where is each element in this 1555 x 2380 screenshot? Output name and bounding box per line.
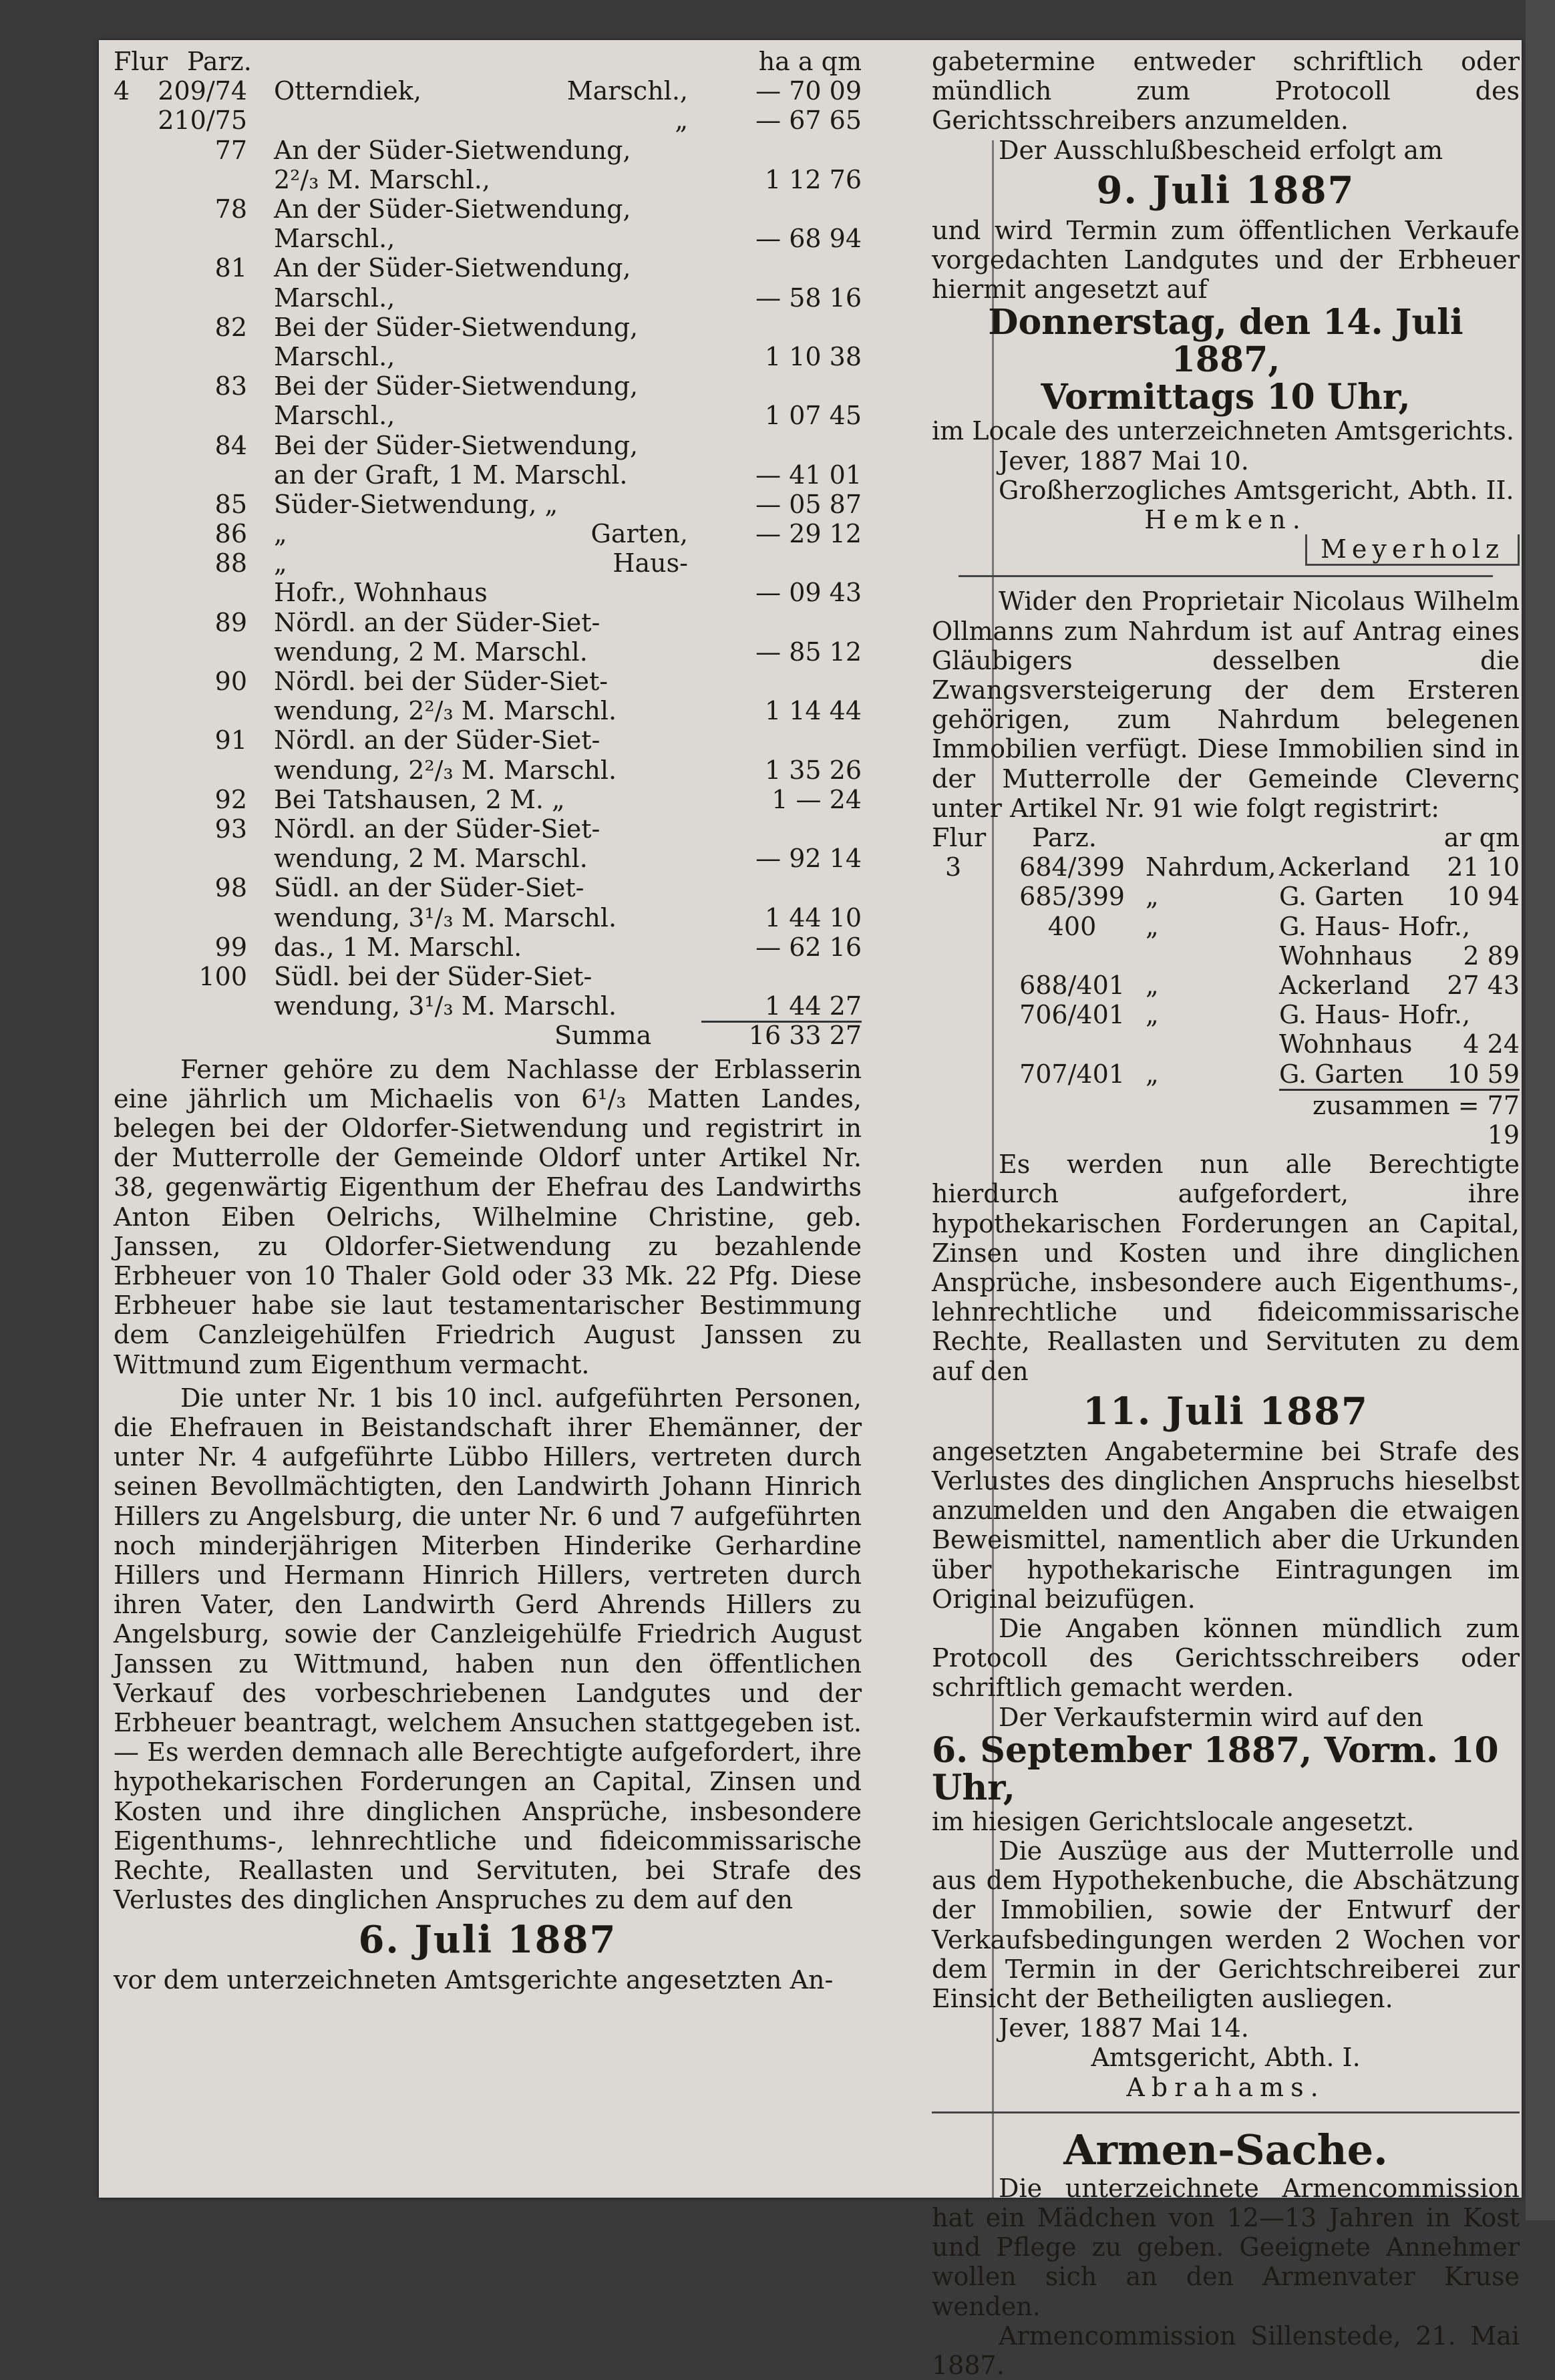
signature-abrahams: Abrahams. [1126, 2072, 1325, 2102]
header-parz: Parz. [187, 47, 252, 76]
cell-parz: 100 [198, 962, 247, 991]
table-row [932, 1059, 1520, 1089]
right-p9: angesetzten Angabetermine bei Strafe des Verlustes des dinglichen Anspruchs hieselbst anzumelden und den Angaben die etwaigen Beweismittel, namentlich aber die Urkunden über hypothekarische Eintragungen im Original beizufügen. [932, 1436, 1520, 1614]
cell-value: 10 59 [1447, 1059, 1520, 1089]
right-p6: Großherzogliches Amtsgericht, Abth. II. [999, 475, 1514, 505]
table-row [114, 932, 862, 962]
right-p2: Der Ausschlußbescheid erfolgt am [999, 135, 1443, 165]
cell-parz: 685/399 [1019, 882, 1125, 912]
cell-parz: 88 [214, 548, 247, 578]
cell-value: — 85 12 [755, 637, 862, 667]
cell-desc: Nördl. an der Süder-Siet- [274, 607, 600, 637]
cell-value: — 67 65 [755, 106, 862, 136]
cell-parz: 84 [214, 430, 247, 460]
cell-kind: Ackerland [1279, 971, 1411, 1000]
cell-flur: 4 [114, 76, 130, 106]
right-p1: gabetermine entweder schriftlich oder mündlich zum Protocoll des Gerichtsschreibers anzumelden. [932, 47, 1520, 136]
cell-value: — 05 87 [755, 489, 862, 519]
cell-value: — 62 16 [755, 932, 862, 962]
right-column [932, 47, 1520, 2380]
sale-date: 6. September 1887, Vorm. 10 Uhr, [932, 1729, 1499, 1808]
cell-value: — 92 14 [755, 844, 862, 874]
table-row [114, 253, 862, 312]
header-units: ha a qm [758, 47, 862, 76]
cell-desc-line2: wendung, 2²/₃ M. Marschl. [274, 755, 617, 785]
table-row [114, 194, 862, 253]
cell-parz: 706/401 [1019, 1000, 1125, 1030]
cell-value: 1 35 26 [764, 755, 862, 785]
right-p5: Jever, 1887 Mai 10. [999, 446, 1249, 476]
right-p7: Wider den Proprietair Nicolaus Wilhelm Ollmanns zum Nahrdum ist auf Antrag eines Gläubigers desselben die Zwangsversteigerung der dem Ersteren gehörigen, zum Nahrdum belegenen Immobilien verfügt. Diese Immobilien sind in der Mutterrolle der Gemeinde Clevernς unter Artikel Nr. 91 wie folgt registrirt: [932, 586, 1520, 823]
cell-value: — 29 12 [755, 519, 862, 549]
cell-kind: Garten, [590, 519, 688, 549]
cell-parz: 77 [214, 135, 247, 165]
cell-desc-line2: Marschl., [274, 283, 395, 313]
cell-parz: 209/74 [158, 76, 247, 106]
table-row [114, 608, 862, 667]
cell-desc-line2: 2²/₃ M. Marschl., [274, 164, 490, 194]
table-row [114, 814, 862, 873]
summa-value: 16 33 27 [748, 1021, 862, 1051]
date-heading-2: 9. Juli 1887 [1096, 168, 1355, 212]
table-row [114, 873, 862, 932]
cell-parz: 93 [214, 814, 247, 844]
cell-place: „ [1146, 882, 1159, 912]
cell-desc: Nördl. an der Süder-Siet- [274, 725, 600, 755]
cell-desc-line2: wendung, 3¹/₃ M. Marschl. [274, 991, 617, 1021]
table-row [114, 371, 862, 430]
right-p10: Die Angaben können mündlich zum Protocoll des Gerichtsschreibers oder schriftlich gemacht werden. [932, 1614, 1520, 1703]
cell-kind: Wohnhaus [1279, 1029, 1413, 1059]
section-divider-1 [959, 575, 1493, 577]
parcel-table-body [114, 76, 862, 1021]
cell-parz: 78 [214, 194, 247, 224]
date-heading-1: 6. Juli 1887 [358, 1918, 617, 1963]
signature-hemken: Hemken. [1144, 505, 1307, 535]
right-p16: Die unterzeichnete Armencommission hat ein Mädchen von 12—13 Jahren in Kost und Pflege zu geben. Geeignete Annehmer wollen sich an den Armenvater Kruse wenden. [932, 2173, 1520, 2321]
paragraph-antrag: Die unter Nr. 1 bis 10 incl. aufgeführten Personen, die Ehefrauen in Beistandschaft ihrer Ehemänner, der unter Nr. 4 aufgeführte Lübbo Hillers, vertreten durch seinen Bevollmächtigten, den Landwirth Johann Hinrich Hillers zu Angelsburg, die unter Nr. 6 und 7 aufgeführten noch minderjährigen Miterben Hinderike Gerhardine Hillers und Hermann Hinrich Hillers, vertreten durch ihren Vater, den Landwirth Gerd Ahrends Hillers zu Angelsburg, sowie der Canzleigehülfe Friedrich August Janssen zu Wittmund, haben nun den öffentlichen Verkauf des vorbeschriebenen Landgutes und der Erbheuer beantragt, welchem Ansuchen stattgegeben ist. — Es werden demnach alle Berechtigte aufgefordert, ihre hypothekarischen Forderungen an Capital, Zinsen und Kosten und ihre dinglichen Ansprüche, insbesondere Eigenthums-, lehnrechtliche und fideicommissarische Rechte, Reallasten und Servituten, bei Strafe des Verlustes des dinglichen Anspruches zu dem auf den [114, 1383, 862, 1915]
heading-armen-sache: Armen-Sache. [1063, 2125, 1388, 2174]
cell-parz: 90 [214, 667, 247, 697]
prop-header-flur: Flur [932, 823, 987, 853]
cell-desc-line2: Marschl., [274, 341, 395, 371]
cell-desc: Bei der Süder-Sietwendung, [274, 430, 639, 460]
cell-value: 1 44 10 [764, 902, 862, 932]
cell-place: „ [1146, 1059, 1159, 1089]
right-p11: Der Verkaufstermin wird auf den [999, 1702, 1423, 1732]
table-row [114, 962, 862, 1021]
summa-row [114, 1021, 862, 1050]
cell-desc: „ [274, 548, 287, 578]
cell-desc-line2: Marschl., [274, 224, 395, 254]
cell-value: 4 24 [1463, 1029, 1520, 1059]
cell-desc-line2: wendung, 2²/₃ M. Marschl. [274, 696, 617, 726]
table-row [932, 941, 1520, 971]
cell-place: „ [1146, 1000, 1159, 1030]
prop-header-parz: Parz. [1032, 823, 1097, 853]
cell-value: 2 89 [1463, 941, 1520, 971]
auction-date: Donnerstag, den 14. Juli 1887, [988, 302, 1463, 381]
cell-desc: Bei der Süder-Sietwendung, [274, 371, 639, 401]
cell-flur: 3 [945, 852, 962, 882]
cell-value: 1 14 44 [764, 696, 862, 726]
table-row [114, 785, 862, 814]
table-row [932, 852, 1520, 882]
cell-parz: 91 [214, 725, 247, 755]
paragraph-erbheuer: Ferner gehöre zu dem Nachlasse der Erblasserin eine jährlich um Michaelis von 6¹/₃ Matten Landes, belegen bei der Oldorfer-Sietwendung und registrirt in der Mutterrolle der Gemeinde Oldorf unter Artikel Nr. 38, gegenwärtig Eigenthum der Ehefrau des Landwirths Anton Eiben Oelrichs, Wilhelmine Christine, geb. Janssen, zu Oldorfer-Sietwendung zu bezahlende Erbheuer von 10 Thaler Gold oder 33 Mk. 22 Pfg. Diese Erbheuer habe sie laut testamentarischer Bestimmung dem Canzleigehülfen Friedrich August Janssen zu Wittmund zum Eigenthum vermacht. [114, 1054, 862, 1379]
cell-value: — 58 16 [755, 283, 862, 313]
property-table-header [932, 823, 1520, 852]
cell-parz: 99 [214, 932, 247, 962]
cell-value: 1 12 76 [764, 164, 862, 194]
right-p14: Jever, 1887 Mai 14. [999, 2013, 1249, 2043]
cell-kind: G. Haus- Hofr., [1279, 1000, 1471, 1030]
right-p17: Armencommission Sillenstede, 21. Mai 1887. [932, 2321, 1520, 2380]
cell-kind: G. Garten [1279, 882, 1404, 912]
cell-place: „ [1146, 971, 1159, 1000]
cell-value: 1 — 24 [771, 784, 862, 814]
cell-parz: 81 [214, 253, 247, 283]
left-column [114, 47, 862, 1995]
cell-desc: Bei Tatshausen, 2 M. „ [274, 784, 565, 814]
cell-value: 1 10 38 [764, 341, 862, 371]
cell-value: 1 44 27 [764, 991, 862, 1021]
cell-kind: Marschl., [566, 76, 688, 106]
table-row [932, 971, 1520, 1000]
cell-value: — 70 09 [755, 76, 862, 106]
right-p4: im Locale des unterzeichneten Amtsgerichts. [932, 416, 1514, 446]
table-row [114, 667, 862, 725]
property-total: zusammen = 77 19 [1279, 1089, 1520, 1150]
signature-box-meyerholz: Meyerholz [1305, 534, 1520, 566]
table-row [114, 136, 862, 194]
parcel-table-header [114, 47, 862, 76]
cell-place: Nahrdum, [1146, 852, 1276, 882]
cell-value: 10 94 [1447, 882, 1520, 912]
scan-edge-strip [1526, 0, 1555, 2220]
cell-parz: 707/401 [1019, 1059, 1125, 1089]
cell-desc: Südl. an der Süder-Siet- [274, 873, 584, 903]
cell-desc: Nördl. an der Süder-Siet- [274, 814, 600, 844]
auction-time: Vormittags 10 Uhr, [1041, 377, 1411, 418]
table-row [114, 313, 862, 371]
cell-desc-line2: wendung, 2 M. Marschl. [274, 637, 588, 667]
cell-desc: das., 1 M. Marschl. [274, 932, 522, 962]
table-row [114, 76, 862, 106]
cell-desc: Otterndiek, [274, 76, 421, 106]
table-row [932, 912, 1520, 941]
cell-desc-line2: an der Graft, 1 M. Marschl. [274, 460, 628, 490]
table-row [114, 431, 862, 490]
table-row [114, 490, 862, 519]
cell-parz: 400 [1047, 911, 1097, 941]
cell-desc: Bei der Süder-Sietwendung, [274, 312, 639, 342]
cell-kind: Haus- [613, 548, 688, 578]
section-divider-2 [932, 2111, 1520, 2113]
cell-desc-line2: Marschl., [274, 401, 395, 431]
header-flur: Flur [114, 47, 168, 76]
cell-desc: An der Süder-Sietwendung, [274, 194, 631, 224]
cell-value: 1 07 45 [764, 401, 862, 431]
property-table-body [932, 852, 1520, 1089]
paragraph-continuation: vor dem unterzeichneten Amtsgerichte angesetzten An- [114, 1965, 834, 1995]
cell-parz: 92 [214, 784, 247, 814]
cell-desc: An der Süder-Sietwendung, [274, 253, 631, 283]
right-p3: und wird Termin zum öffentlichen Verkaufe vorgedachten Landgutes und der Erbheuer hiermit angesetzt auf [932, 215, 1520, 305]
cell-desc: An der Süder-Sietwendung, [274, 135, 631, 165]
cell-desc: Nördl. bei der Süder-Siet- [274, 667, 609, 697]
cell-parz: 86 [214, 519, 247, 549]
cell-parz: 83 [214, 371, 247, 401]
table-row [114, 725, 862, 784]
right-p15: Amtsgericht, Abth. I. [1091, 2043, 1361, 2073]
cell-desc-line2: wendung, 2 M. Marschl. [274, 844, 588, 874]
cell-kind: Ackerland [1279, 852, 1411, 882]
cell-parz: 98 [214, 873, 247, 903]
cell-place: „ [1146, 911, 1159, 941]
cell-kind: „ [675, 106, 688, 136]
table-row [932, 1029, 1520, 1059]
cell-parz: 85 [214, 489, 247, 519]
table-row [114, 106, 862, 135]
cell-parz: 684/399 [1019, 852, 1125, 882]
cell-parz: 82 [214, 312, 247, 342]
cell-parz: 89 [214, 607, 247, 637]
cell-desc-line2: Hofr., Wohnhaus [274, 578, 488, 608]
cell-kind: Wohnhaus [1279, 941, 1413, 971]
cell-desc: Süder-Sietwendung, „ [274, 489, 558, 519]
cell-value: 21 10 [1447, 852, 1520, 882]
cell-desc: Südl. bei der Süder-Siet- [274, 962, 592, 991]
prop-header-units: ar qm [1443, 823, 1520, 853]
cell-parz: 688/401 [1019, 971, 1125, 1000]
right-p8: Es werden nun alle Berechtigte hierdurch aufgefordert, ihre hypothekarischen Forderungen an Capital, Zinsen und Kosten und ihre dinglichen Ansprüche, insbesondere auch Eigenthums-, lehnrechtliche und fideicommissarische Rechte, Reallasten und Servituten zu dem auf den [932, 1150, 1520, 1386]
cell-value: — 41 01 [755, 460, 862, 490]
cell-value: 27 43 [1447, 971, 1520, 1000]
cell-desc: „ [274, 519, 287, 549]
right-p13: Die Auszüge aus der Mutterrolle und aus dem Hypothekenbuche, die Abschätzung der Immobilien, sowie der Entwurf der Verkaufsbedingungen werden 2 Wochen vor dem Termin in der Gerichtschreiberei zur Einsicht der Betheiligten ausliegen. [932, 1836, 1520, 2014]
cell-parz: 210/75 [158, 106, 247, 136]
table-row [932, 882, 1520, 911]
date-heading-3: 11. Juli 1887 [1082, 1389, 1369, 1433]
right-p12: im hiesigen Gerichtslocale angesetzt. [932, 1806, 1415, 1836]
cell-value: — 09 43 [755, 578, 862, 608]
cell-kind: G. Garten [1279, 1059, 1404, 1089]
cell-kind: G. Haus- Hofr., [1279, 911, 1471, 941]
table-row [114, 519, 862, 548]
summa-label: Summa [554, 1021, 652, 1051]
cell-desc-line2: wendung, 3¹/₃ M. Marschl. [274, 902, 617, 932]
cell-value: — 68 94 [755, 224, 862, 254]
table-row [932, 1000, 1520, 1029]
table-row [114, 548, 862, 607]
